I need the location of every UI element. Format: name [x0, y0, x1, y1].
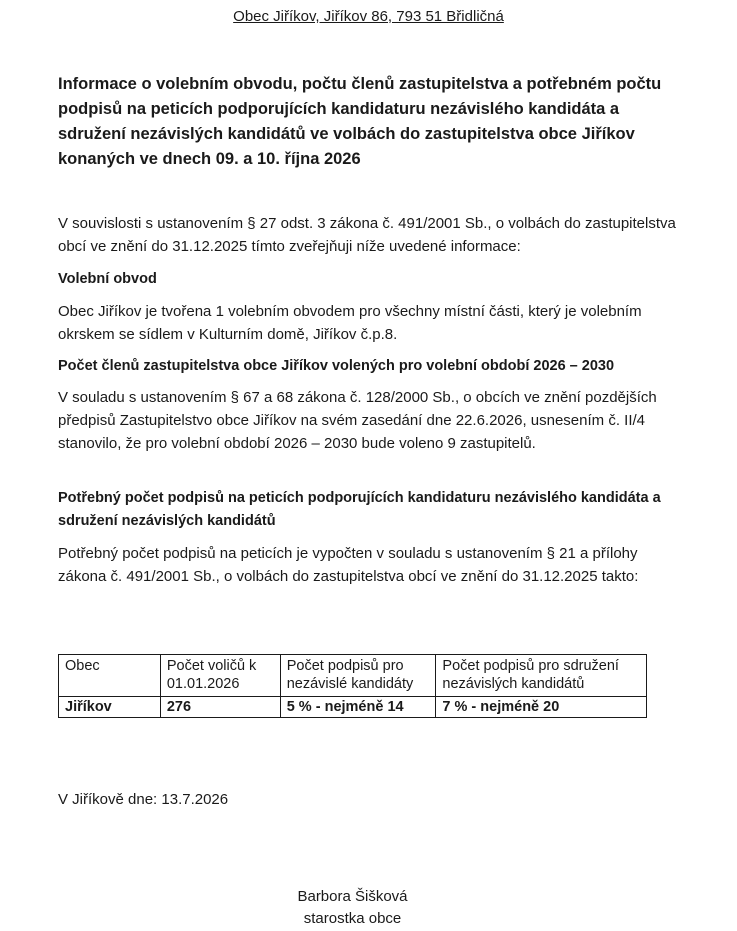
section-text-electoral-district: Obec Jiříkov je tvořena 1 volebním obvodem pro všechny místní části, který je volebním okrskem se sídlem v Kulturním domě, Jiříkov č.p.8. — [58, 303, 642, 343]
section-text-signatures: Potřebný počet podpisů na peticích je vypočten v souladu s ustanovením § 21 a přílohy zákona č. 491/2001 Sb., o volbách do zastupitelstva obcí ve znění do 31.12.2025 takto: — [58, 545, 639, 585]
intro-paragraph: V souvislosti s ustanovením § 27 odst. 3 zákona č. 491/2001 Sb., o volbách do zastupitelstva obcí ve znění do 31.12.2025 tímto zveřejňuji níže uvedené informace: — [58, 215, 676, 255]
section-heading-electoral-district: Volební obvod — [58, 271, 157, 287]
section-heading-signatures: Potřebný počet podpisů na peticích podporujících kandidaturu nezávislého kandidáta a sdružení nezávislých kandidátů — [58, 490, 661, 529]
table-cell: Jiříkov — [59, 697, 161, 718]
document-title: Informace o volebním obvodu, počtu členů zastupitelstva a potřebném počtu podpisů na peticích podporujících kandidaturu nezávislého kandidáta a sdružení nezávislých kandidátů ve volbách do zastupitelstva obce Jiříkov konaných ve dnech 09. a 10. října 2026 — [58, 75, 662, 168]
signatory-name: Barbora Šišková — [297, 888, 408, 905]
municipality-header: Obec Jiříkov, Jiříkov 86, 793 51 Břidličná — [233, 8, 504, 25]
table-header-cell: Počet podpisů pro nezávislé kandidáty — [280, 655, 436, 697]
table-header-row — [59, 655, 647, 697]
section-heading-council-members: Počet členů zastupitelstva obce Jiříkov volených pro volební období 2026 – 2030 — [58, 358, 615, 374]
table-header-cell: Počet voličů k 01.01.2026 — [160, 655, 280, 697]
signatory-role: starostka obce — [303, 910, 402, 927]
table-header-cell: Počet podpisů pro sdružení nezávislých kandidátů — [436, 655, 647, 697]
table-header-cell: Obec — [59, 655, 161, 697]
table-row — [59, 697, 647, 718]
section-text-council-members: V souladu s ustanovením § 67 a 68 zákona č. 128/2000 Sb., o obcích ve znění pozdějších předpisů Zastupitelstvo obce Jiříkov na svém zasedání dne 22.6.2026, usnesením č. II/4 stanovilo, že pro volební období 2026 – 2030 bude voleno 9 zastupitelů. — [58, 389, 657, 452]
signatures-table — [58, 654, 647, 718]
table-cell: 276 — [160, 697, 280, 718]
table-cell: 7 % - nejméně 20 — [436, 697, 647, 718]
signature-block — [250, 886, 455, 930]
date-line: V Jiříkově dne: 13.7.2026 — [58, 791, 229, 808]
table-cell: 5 % - nejméně 14 — [280, 697, 436, 718]
